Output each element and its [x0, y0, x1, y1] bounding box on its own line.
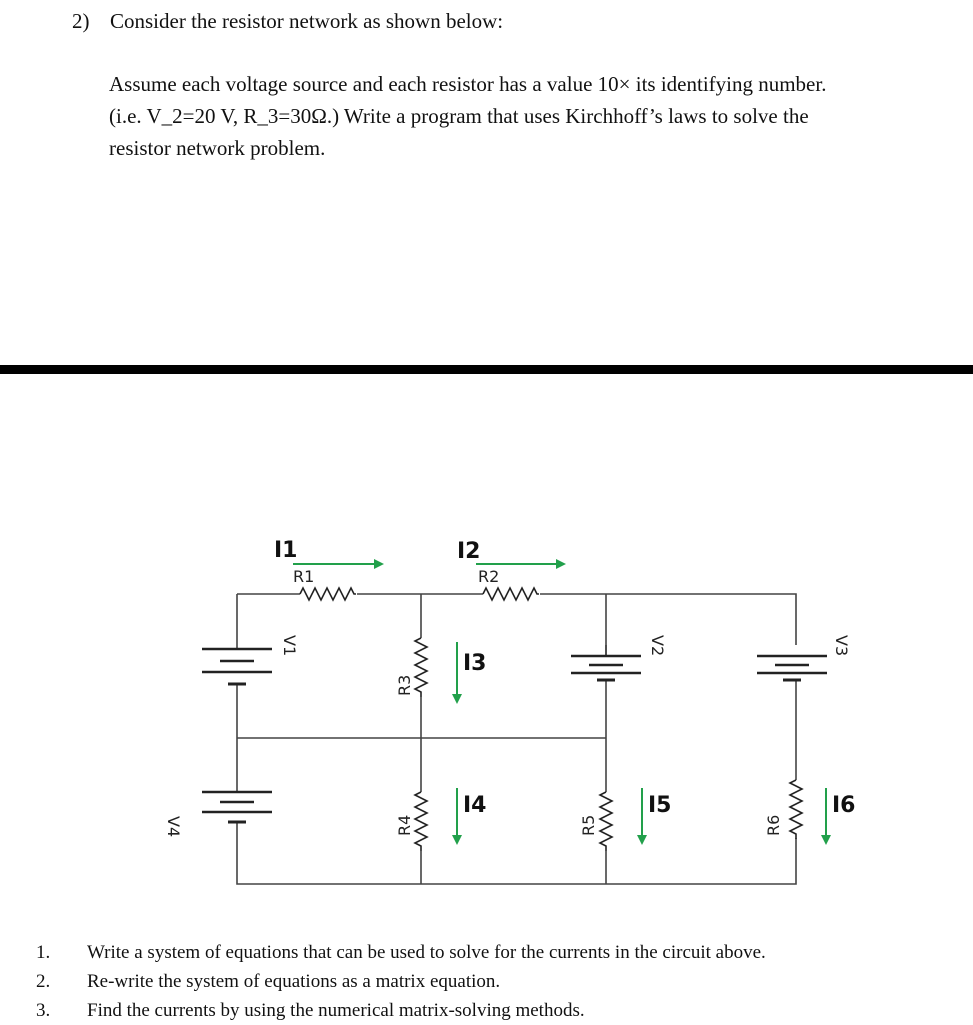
- label-r2: R2: [478, 567, 500, 586]
- task-text: Write a system of equations that can be used to solve for the currents in the circuit above.: [87, 942, 766, 963]
- label-r5: R5: [579, 814, 598, 836]
- task-list: [0, 938, 973, 1025]
- question-heading: [72, 8, 503, 34]
- question-body-line: (i.e. V_2=20 V, R_3=30Ω.) Write a program that uses Kirchhoff’s laws to solve the: [109, 104, 809, 128]
- question-body: [109, 68, 939, 164]
- resistor-r2-symbol: [483, 588, 539, 600]
- list-item: [0, 996, 973, 1025]
- label-r3: R3: [395, 674, 414, 696]
- resistor-r5-symbol: [600, 792, 612, 851]
- label-r1: R1: [293, 567, 315, 586]
- resistor-r4-symbol: [415, 792, 427, 851]
- resistor-r3-symbol: [415, 638, 427, 697]
- resistor-r6-symbol: [790, 780, 802, 839]
- current-label-i1: I1: [274, 538, 298, 563]
- task-text: Find the currents by using the numerical matrix-solving methods.: [87, 1000, 585, 1021]
- current-arrow-i4: [452, 788, 462, 845]
- label-r6: R6: [764, 814, 783, 836]
- source-v1-symbol: [202, 649, 272, 684]
- question-number: 2): [72, 9, 90, 33]
- circuit-diagram: [0, 520, 973, 900]
- label-v3: V3: [832, 635, 851, 657]
- current-arrow-i6: [821, 788, 831, 845]
- current-arrow-i5: [637, 788, 647, 845]
- label-v1: V1: [280, 635, 299, 657]
- question-heading-text: Consider the resistor network as shown below:: [110, 9, 504, 33]
- question-body-line: Assume each voltage source and each resistor has a value 10× its identifying number.: [109, 72, 827, 96]
- source-v2-symbol: [571, 645, 641, 680]
- resistor-r1-symbol: [300, 588, 356, 600]
- task-number: 3.: [36, 1000, 51, 1021]
- section-divider: [0, 365, 973, 374]
- list-item: [0, 938, 973, 967]
- label-v2: V2: [648, 635, 667, 657]
- label-v4: V4: [164, 816, 183, 838]
- task-number: 2.: [36, 971, 51, 992]
- current-label-i6: I6: [832, 793, 856, 818]
- current-label-i5: I5: [648, 793, 672, 818]
- source-v4-symbol: [202, 792, 272, 822]
- list-item: [0, 967, 973, 996]
- question-body-line: resistor network problem.: [109, 136, 326, 160]
- label-r4: R4: [395, 814, 414, 836]
- circuit-wires: [237, 594, 796, 884]
- current-label-i2: I2: [457, 539, 481, 564]
- current-label-i3: I3: [463, 651, 487, 676]
- current-label-i4: I4: [463, 793, 487, 818]
- source-v3-symbol: [757, 656, 827, 680]
- task-text: Re-write the system of equations as a matrix equation.: [87, 971, 501, 992]
- current-arrow-i3: [452, 642, 462, 704]
- task-number: 1.: [36, 942, 51, 963]
